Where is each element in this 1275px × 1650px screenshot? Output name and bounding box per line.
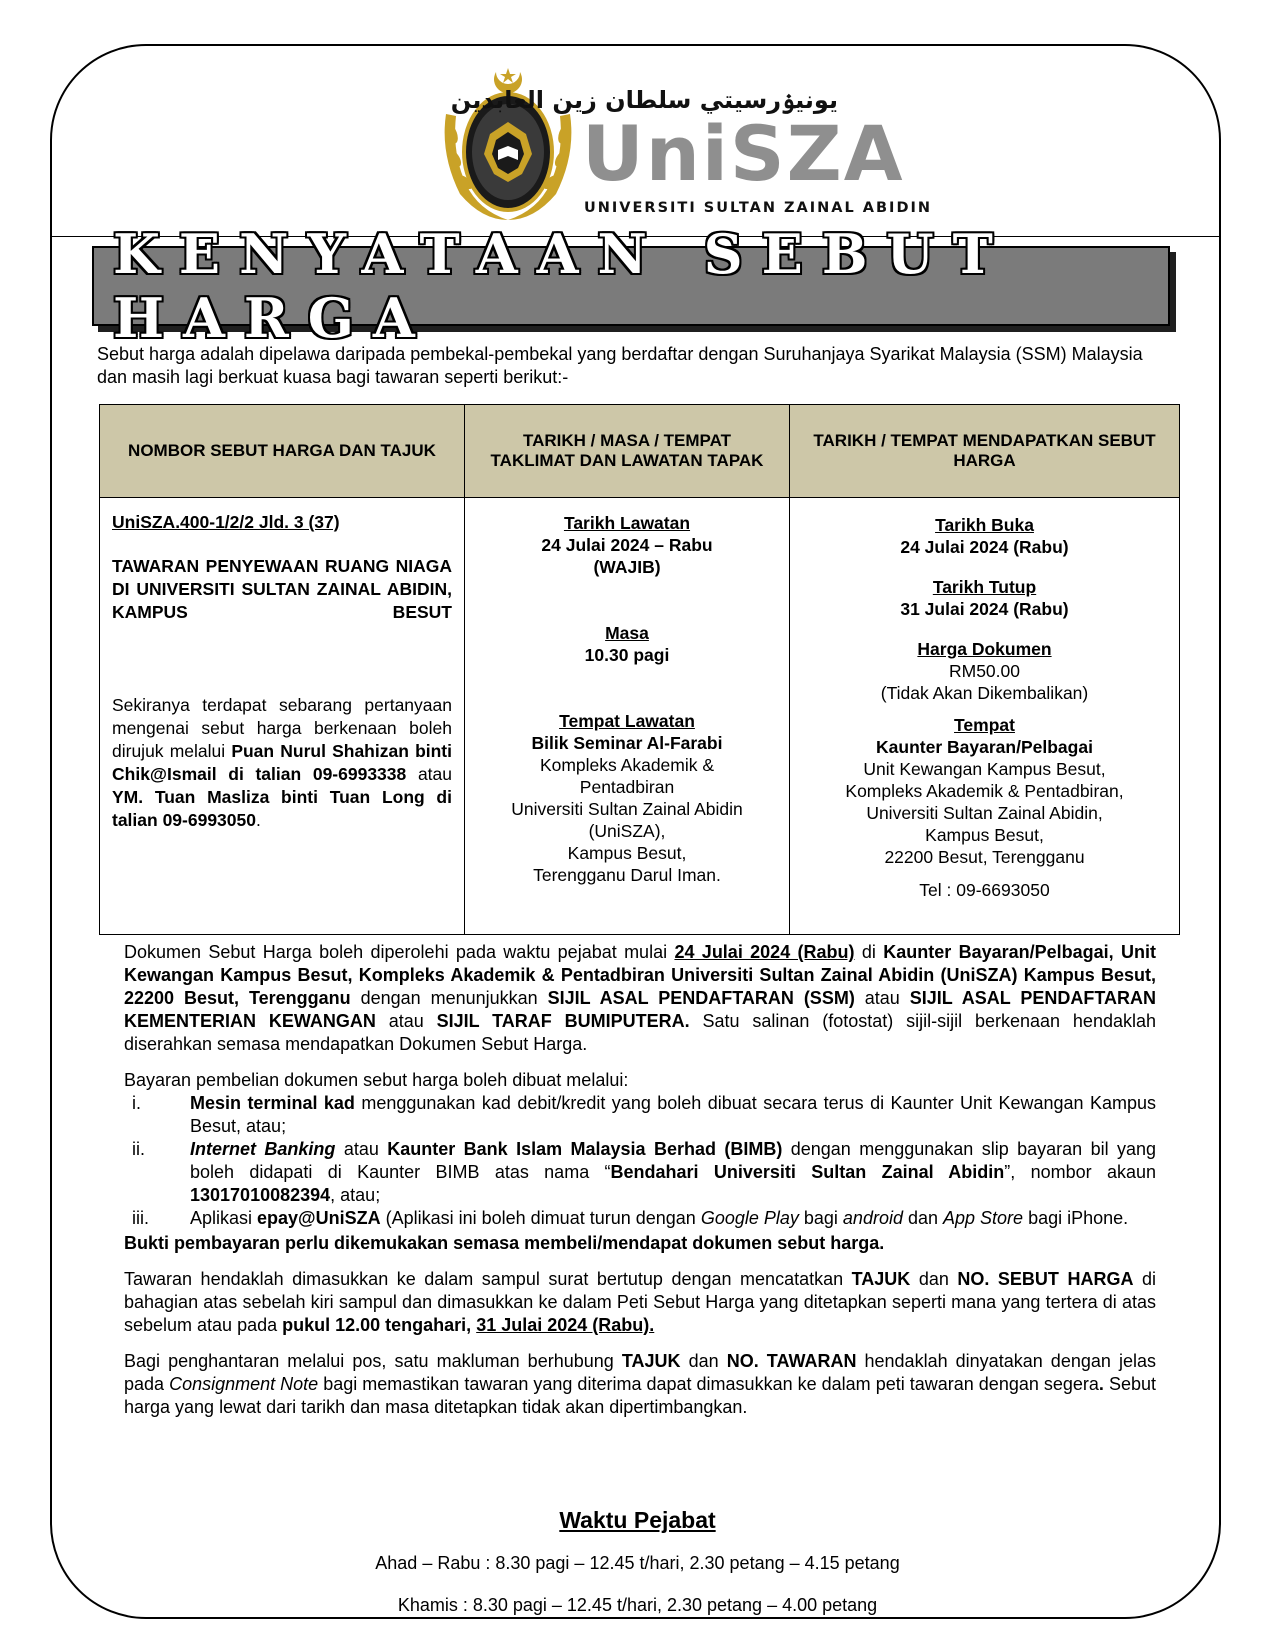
tender-title: TAWARAN PENYEWAAN RUANG NIAGA DI UNIVERSITI SULTAN ZAINAL ABIDIN, KAMPUS BESUT — [112, 556, 452, 622]
close-label: Tarikh Tutup — [932, 577, 1037, 597]
office-hours-title: Waktu Pejabat — [559, 1507, 716, 1533]
cert-bumiputera: SIJIL TARAF BUMIPUTERA. — [436, 1011, 690, 1031]
tender-table — [99, 404, 1180, 935]
body-text — [124, 941, 1156, 1419]
place-line: Terengganu Darul Iman. — [533, 865, 721, 885]
list-item: iii. Aplikasi epay@UniSZA (Aplikasi ini boleh dimuat turun dengan Google Play bagi android dan App Store bagi iPhone. — [132, 1208, 1129, 1228]
obtain-place-line: Kampus Besut, — [925, 825, 1044, 845]
payment-intro: Bayaran pembelian dokumen sebut harga boleh dibuat melalui: — [124, 1070, 629, 1090]
cell-obtain — [790, 498, 1180, 935]
cell-briefing — [465, 498, 790, 935]
obtain-place-line: Universiti Sultan Zainal Abidin, — [866, 803, 1103, 823]
close-date: 31 Julai 2024 (Rabu) — [900, 599, 1069, 619]
obtain-place-label: Tempat — [954, 715, 1015, 735]
deadline-date: 31 Julai 2024 (Rabu). — [476, 1315, 655, 1335]
place-line: Pentadbiran — [579, 777, 675, 797]
obtain-place-line: Kompleks Akademik & Pentadbiran, — [845, 781, 1124, 801]
place-label: Tempat Lawatan — [559, 711, 695, 731]
open-label: Tarikh Buka — [935, 515, 1034, 535]
header-briefing: TARIKH / MASA / TEMPAT TAKLIMAT DAN LAWATAN TAPAK — [465, 405, 790, 498]
visit-label: Tarikh Lawatan — [563, 513, 691, 533]
cell-ref-title — [100, 498, 465, 935]
logo-fullname-text: UNIVERSITI SULTAN ZAINAL ABIDIN — [584, 200, 933, 216]
cert-ssm: SIJIL ASAL PENDAFTARAN (SSM) — [547, 988, 855, 1008]
place-name: Bilik Seminar Al-Farabi — [531, 733, 723, 753]
document-paragraph: Dokumen Sebut Harga boleh diperolehi pada waktu pejabat mulai 24 Julai 2024 (Rabu) di Kaunter Bayaran/Pelbagai, Unit Kewangan Kampus Besut, Kompleks Akademik & Pentadbiran Universiti Sultan Zainal Abidin (UniSZA) Kampus Besut, 22200 Besut, Terengganu dengan menunjukkan SIJIL ASAL PENDAFTARAN (SSM) atau SIJIL ASAL PENDAFTARAN KEMENTERIAN KEWANGAN atau SIJIL TARAF BUMIPUTERA. Satu salinan (fotostat) sijil-sijil berkenaan hendaklah diserahkan semasa mendapatkan Dokumen Sebut Harga. — [124, 942, 1157, 1054]
time-label: Masa — [605, 623, 649, 643]
price-note: (Tidak Akan Dikembalikan) — [880, 683, 1089, 703]
list-item: ii. Internet Banking atau Kaunter Bank Islam Malaysia Berhad (BIMB) dengan menggunakan slip bayaran bil yang boleh didapati di Kaunter BIMB atas nama “Bendahari Universiti Sultan Zainal Abidin”, nombor akaun 13017010082394, atau; — [132, 1139, 1157, 1205]
obtain-place-name: Kaunter Bayaran/Pelbagai — [876, 737, 1093, 757]
place-line: Kampus Besut, — [567, 843, 687, 863]
contact-name-1: Puan Nurul Shahizan binti Chik@Ismail di talian 09-6993338 — [112, 741, 452, 784]
tender-ref-number: UniSZA.400-1/2/2 Jld. 3 (37) — [112, 512, 340, 532]
page-title: KENYATAAN SEBUT HARGA — [113, 222, 1012, 350]
time-value: 10.30 pagi — [584, 645, 670, 665]
unisza-logo — [438, 64, 933, 224]
logo-brand-text: UniSZA — [582, 109, 905, 198]
obtain-place-line: 22200 Besut, Terengganu — [884, 847, 1085, 867]
title-banner — [92, 222, 1170, 350]
list-item: i. Mesin terminal kad menggunakan kad debit/kredit yang boleh dibuat secara terus di Kaunter Unit Kewangan Kampus Besut, atau; — [132, 1093, 1157, 1136]
table-header-row — [100, 405, 1180, 498]
visit-note: (WAJIB) — [593, 557, 661, 577]
price-value: RM50.00 — [948, 661, 1020, 681]
header-obtain: TARIKH / TEMPAT MENDAPATKAN SEBUT HARGA — [790, 405, 1180, 498]
payment-list — [124, 1092, 1156, 1230]
contact-text-2: atau — [417, 764, 452, 784]
contact-name-2: YM. Tuan Masliza binti Tuan Long di talian 09-6993050 — [112, 787, 452, 830]
header-ref-title: NOMBOR SEBUT HARGA DAN TAJUK — [100, 405, 465, 498]
office-hours-line-2: Khamis : 8.30 pagi – 12.45 t/hari, 2.30 petang – 4.00 petang — [397, 1595, 878, 1615]
postal-paragraph: Bagi penghantaran melalui pos, satu makluman berhubung TAJUK dan NO. TAWARAN hendaklah dinyatakan dengan jelas pada Consignment Note bagi memastikan tawaran yang diterima dapat dimasukkan ke dalam peti tawaran dengan segera. Sebut harga yang lewat dari tarikh dan masa ditetapkan tidak akan dipertimbangkan. — [124, 1351, 1156, 1417]
payment-proof: Bukti pembayaran perlu dikemukakan semasa membeli/mendapat dokumen sebut harga. — [124, 1233, 885, 1253]
logo-arabic-text: يونيۏرسيتي سلطان زين العابدين — [450, 86, 838, 114]
account-number: 13017010082394 — [190, 1185, 331, 1205]
intro-paragraph: Sebut harga adalah dipelawa daripada pembekal-pembekal yang berdaftar dengan Suruhanjaya Syarikat Malaysia (SSM) Malaysia dan masih lagi berkuat kuasa bagi tawaran seperti berikut:- — [97, 344, 1143, 387]
price-label: Harga Dokumen — [917, 639, 1052, 659]
place-line: Kompleks Akademik & — [539, 755, 715, 775]
office-hours-line-1: Ahad – Rabu : 8.30 pagi – 12.45 t/hari, 2.30 petang – 4.15 petang — [375, 1553, 900, 1573]
visit-date: 24 Julai 2024 – Rabu — [541, 535, 713, 555]
obtain-tel: Tel : 09-6693050 — [919, 880, 1050, 900]
open-date: 24 Julai 2024 (Rabu) — [900, 537, 1069, 557]
cert-mof: SIJIL ASAL PENDAFTARAN KEMENTERIAN KEWANGAN — [124, 988, 1156, 1031]
contact-end: . — [256, 810, 261, 830]
table-row — [100, 498, 1180, 935]
place-line: Universiti Sultan Zainal Abidin — [511, 799, 743, 819]
submission-paragraph: Tawaran hendaklah dimasukkan ke dalam sampul surat bertutup dengan mencatatkan TAJUK dan NO. SEBUT HARGA di bahagian atas sebelah kiri sampul dan dimasukkan ke dalam Peti Sebut Harga yang ditetapkan seperti mana yang tertera di atas sebelum atau pada pukul 12.00 tengahari, 31 Julai 2024 (Rabu). — [124, 1269, 1156, 1335]
place-line: (UniSZA), — [588, 821, 666, 841]
contact-paragraph — [112, 694, 452, 832]
contact-text-1: Sekiranya terdapat sebarang pertanyaan mengenai sebut harga berkenaan boleh dirujuk melalui — [112, 695, 452, 761]
obtain-place-line: Unit Kewangan Kampus Besut, — [863, 759, 1106, 779]
counter-place: Kaunter Bayaran/Pelbagai, Unit Kewangan Kampus Besut, Kompleks Akademik & Pentadbiran Universiti Sultan Zainal Abidin (UniSZA) Kampus Besut, 22200 Besut, Terengganu — [124, 942, 1157, 1008]
start-date: 24 Julai 2024 (Rabu) — [674, 942, 855, 962]
title-box — [92, 222, 1170, 350]
